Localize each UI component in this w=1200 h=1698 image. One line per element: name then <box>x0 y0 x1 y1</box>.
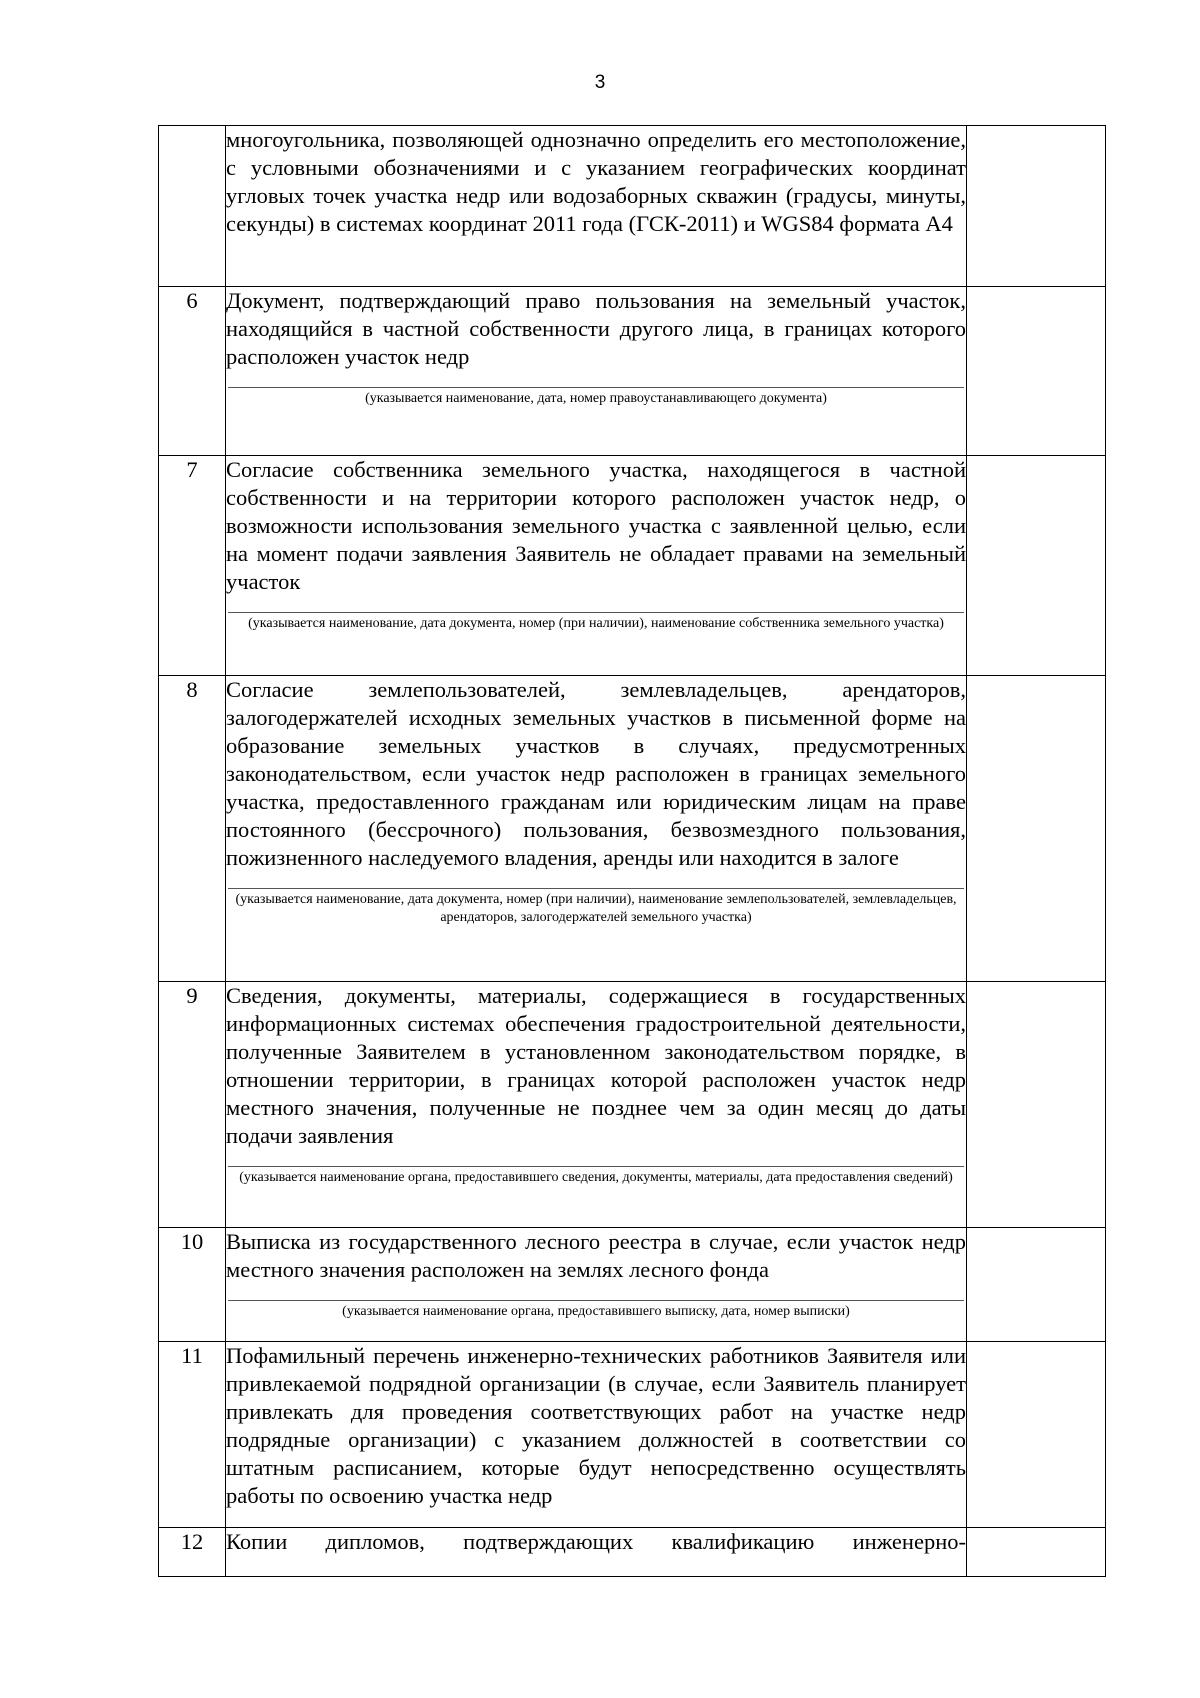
row-number: 9 <box>159 982 226 1228</box>
table-row <box>159 287 1106 456</box>
row-hint: (указывается наименование органа, предоставившего сведения, документы, материалы, дата предоставления сведений) <box>228 1166 964 1187</box>
row-number: 11 <box>159 1342 226 1528</box>
row-content <box>226 1528 967 1577</box>
row-number: 8 <box>159 676 226 982</box>
table-row <box>159 982 1106 1228</box>
row-mark-cell <box>967 982 1106 1228</box>
row-content <box>226 1342 967 1528</box>
row-number: 6 <box>159 287 226 456</box>
row-mark-cell <box>967 1228 1106 1342</box>
row-number: 12 <box>159 1528 226 1577</box>
row-mark-cell <box>967 126 1106 287</box>
row-content <box>226 287 967 456</box>
table-row <box>159 1528 1106 1577</box>
row-text: многоугольника, позволяющей однозначно определить его местоположение, с условными обозначениями и с указанием географических координат угловых точек участка недр или водозаборных скважин (градусы, минуты, секунды) в системах координат 2011 года (ГСК-2011) и WGS84 формата А4 <box>226 127 966 236</box>
row-mark-cell <box>967 456 1106 676</box>
table-row <box>159 1342 1106 1528</box>
row-text: Документ, подтверждающий право пользования на земельный участок, находящийся в частной собственности другого лица, в границах которого расположен участок недр <box>226 288 966 369</box>
table-row <box>159 126 1106 287</box>
row-mark-cell <box>967 1528 1106 1577</box>
row-text: Согласие землепользователей, землевладельцев, арендаторов, залогодержателей исходных земельных участков в письменной форме на образование земельных участков в случаях, предусмотренных законодательством, если участок недр расположен в границах земельного участка, предоставленного гражданам или юридическим лицам на праве постоянного (бессрочного) пользования, безвозмездного пользования, пожизненного наследуемого владения, аренды или находится в залоге <box>226 677 966 870</box>
row-mark-cell <box>967 676 1106 982</box>
table-row <box>159 1228 1106 1342</box>
row-content <box>226 676 967 982</box>
row-hint: (указывается наименование, дата документа, номер (при наличии), наименование землепользователей, землевладельцев, арендаторов, залогодержателей земельного участка) <box>228 888 964 927</box>
row-number <box>159 126 226 287</box>
row-text: Выписка из государственного лесного реестра в случае, если участок недр местного значения расположен на землях лесного фонда <box>226 1229 966 1282</box>
row-hint: (указывается наименование органа, предоставившего выписку, дата, номер выписки) <box>228 1300 964 1321</box>
row-mark-cell <box>967 287 1106 456</box>
row-text: Копии дипломов, подтверждающих квалификацию инженерно- <box>226 1529 966 1554</box>
row-number: 7 <box>159 456 226 676</box>
row-text: Согласие собственника земельного участка, находящегося в частной собственности и на территории которого расположен участок недр, о возможности использования земельного участка с заявленной целью, если на момент подачи заявления Заявитель не обладает правами на земельный участок <box>226 457 966 594</box>
row-text: Сведения, документы, материалы, содержащиеся в государственных информационных системах обеспечения градостроительной деятельности, полученные Заявителем в установленном законодательством порядке, в отношении территории, в границах которой расположен участок недр местного значения, полученные не позднее чем за один месяц до даты подачи заявления <box>226 983 966 1148</box>
documents-table <box>158 125 1106 1577</box>
row-number: 10 <box>159 1228 226 1342</box>
table-row <box>159 676 1106 982</box>
page-number: 3 <box>594 72 606 93</box>
row-content <box>226 456 967 676</box>
row-content <box>226 1228 967 1342</box>
row-hint: (указывается наименование, дата, номер правоустанавливающего документа) <box>228 387 964 408</box>
row-text: Пофамильный перечень инженерно-технических работников Заявителя или привлекаемой подрядной организации (в случае, если Заявитель планирует привлекать для проведения соответствующих работ на участке недр подрядные организации) с указанием должностей в соответствии со штатным расписанием, которые будут непосредственно осуществлять работы по освоению участка недр <box>226 1343 966 1508</box>
row-mark-cell <box>967 1342 1106 1528</box>
row-content <box>226 126 967 287</box>
row-hint: (указывается наименование, дата документа, номер (при наличии), наименование собственника земельного участка) <box>228 612 964 633</box>
row-content <box>226 982 967 1228</box>
table-row <box>159 456 1106 676</box>
